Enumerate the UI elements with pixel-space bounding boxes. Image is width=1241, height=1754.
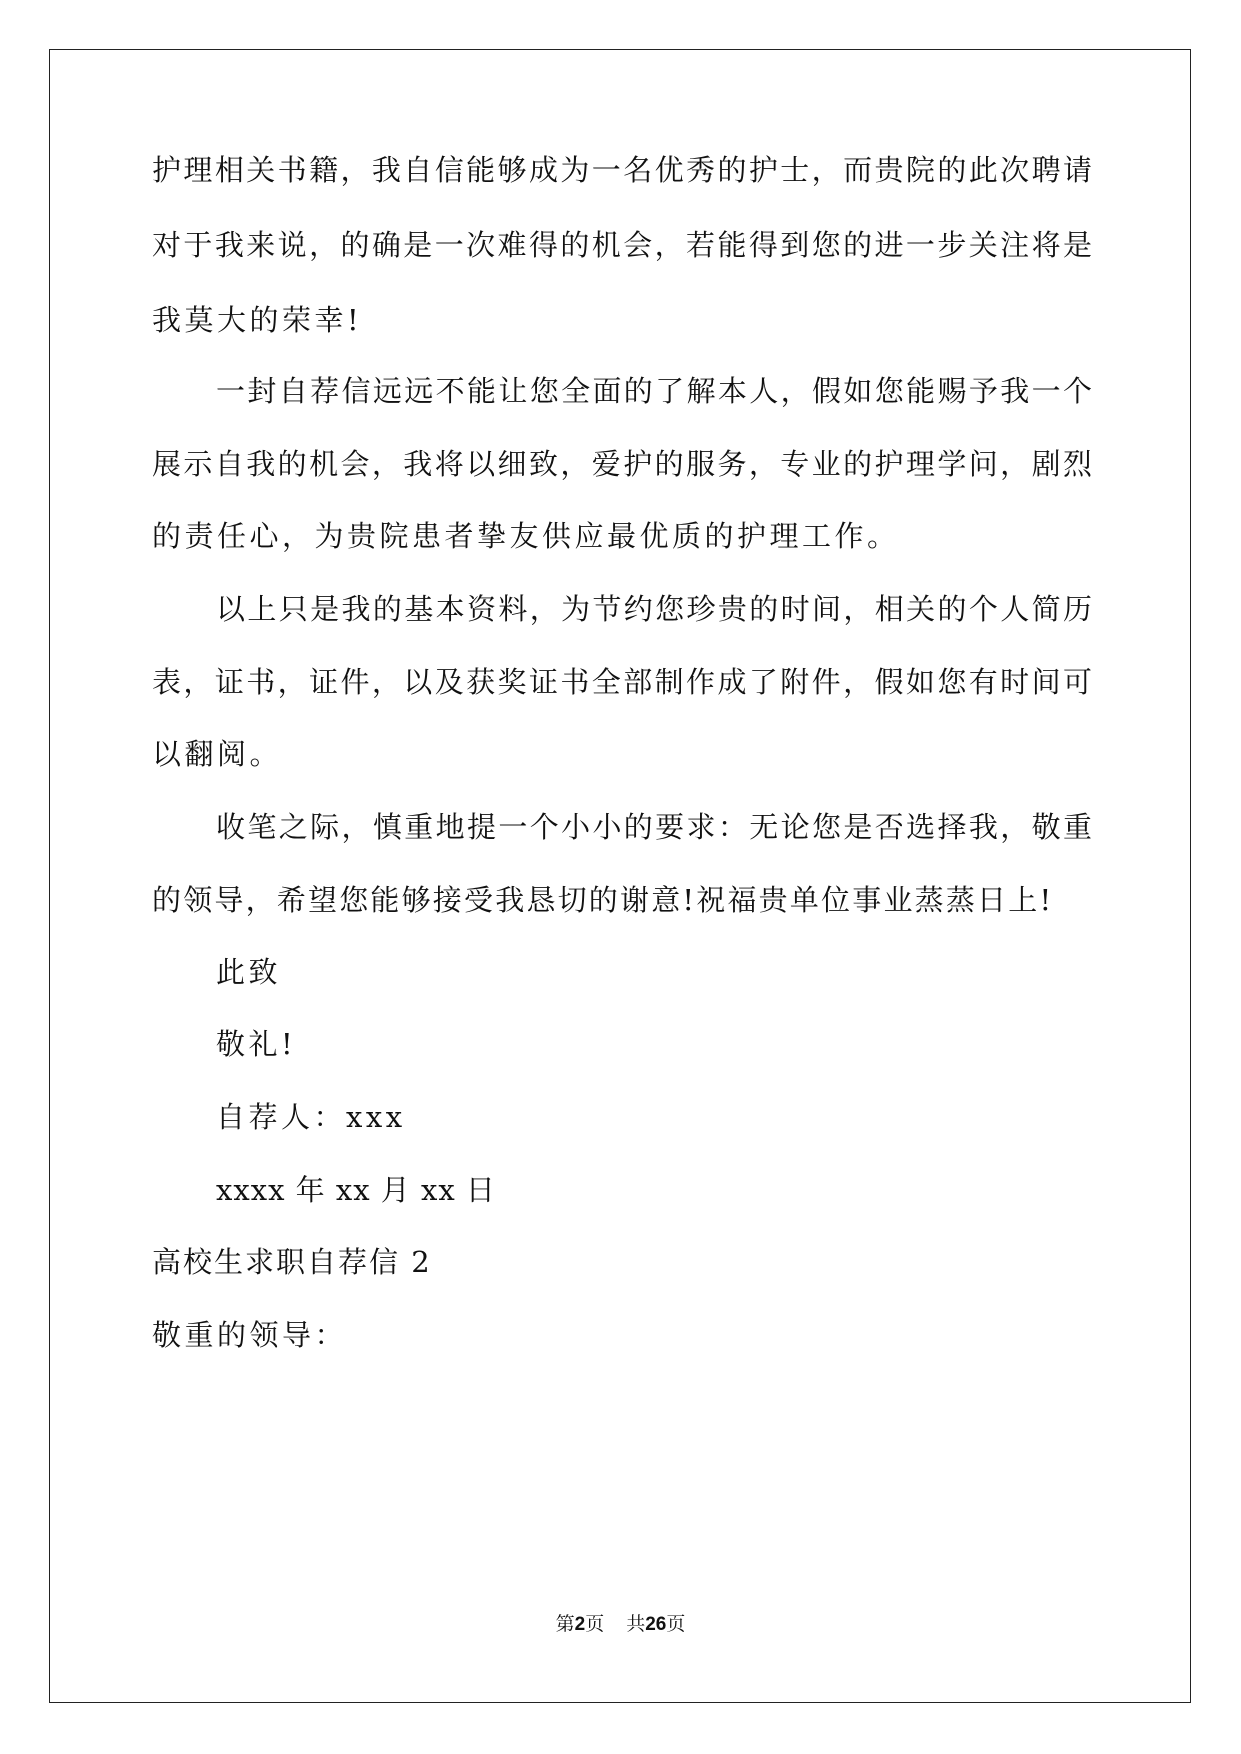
body-line: 展示自我的机会，我将以细致，爱护的服务，专业的护理学问，剧烈: [152, 447, 1092, 481]
body-line: 表，证书，证件，以及获奖证书全部制作成了附件，假如您有时间可: [152, 665, 1092, 699]
paragraph-start-line: 一封自荐信远远不能让您全面的了解本人，假如您能赐予我一个: [216, 374, 1092, 408]
body-line: 以翻阅。: [152, 737, 283, 771]
page-footer: [0, 1612, 1241, 1637]
date-line: xxxx 年 xx 月 xx 日: [216, 1173, 496, 1207]
page-suffix: 页: [585, 1613, 605, 1635]
page-border: [49, 49, 1191, 1703]
page-prefix: 第: [555, 1613, 575, 1635]
body-line: 对于我来说，的确是一次难得的机会，若能得到您的进一步关注将是: [152, 228, 1092, 262]
body-line: 护理相关书籍，我自信能够成为一名优秀的护士，而贵院的此次聘请: [152, 153, 1092, 187]
total-prefix: 共: [626, 1613, 646, 1635]
closing-salutation: 此致: [216, 955, 282, 989]
body-line: 我莫大的荣幸!: [152, 303, 363, 337]
page-number: 2: [574, 1614, 586, 1635]
signature-line: 自荐人：xxx: [216, 1100, 406, 1134]
body-line: 的领导，希望您能够接受我恳切的谢意!祝福贵单位事业蒸蒸日上!: [152, 883, 1054, 917]
paragraph-start-line: 以上只是我的基本资料，为节约您珍贵的时间，相关的个人简历: [216, 592, 1092, 626]
total-pages: 26: [645, 1614, 667, 1635]
section-title: 高校生求职自荐信 2: [152, 1245, 432, 1279]
body-line: 的责任心，为贵院患者挚友供应最优质的护理工作。: [152, 519, 900, 553]
paragraph-start-line: 收笔之际，慎重地提一个小小的要求：无论您是否选择我，敬重: [216, 810, 1092, 844]
total-suffix: 页: [666, 1613, 686, 1635]
closing-regards: 敬礼!: [216, 1027, 297, 1061]
greeting-line: 敬重的领导：: [152, 1318, 348, 1352]
